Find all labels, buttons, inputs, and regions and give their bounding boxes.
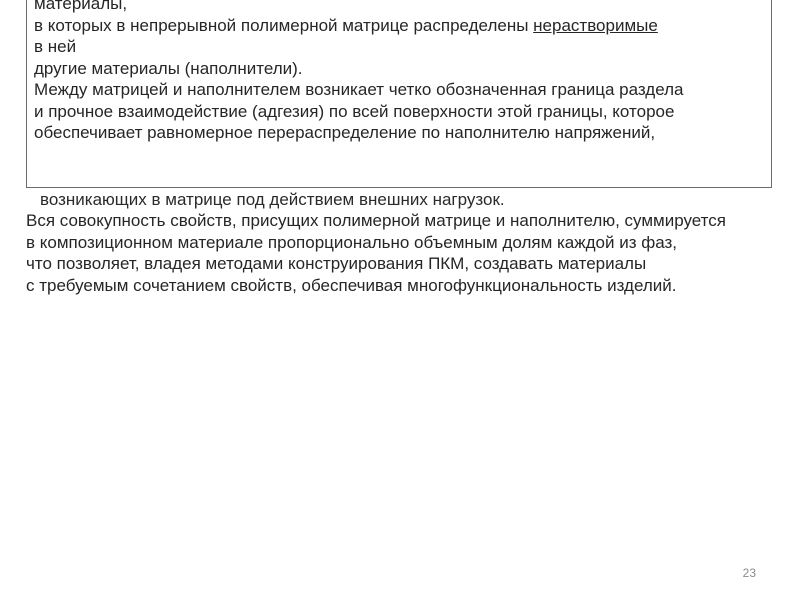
page-number: 23: [742, 566, 756, 580]
summary-paragraph: [26, 210, 788, 296]
text-line-2: другие материалы (наполнители).: [34, 58, 303, 78]
text-line-1: [34, 15, 763, 37]
text-span: в которых в непрерывной полимерной матрице распределены: [34, 15, 534, 35]
summary-line-1: Вся совокупность свойств, присущих полимерной матрице и наполнителю, суммируется: [26, 211, 726, 230]
summary-line-2: в композиционном материале пропорционально объемным долям каждой из фаз,: [26, 232, 677, 252]
text-line-1b: в ней: [34, 37, 77, 56]
text-line-partial: [34, 0, 763, 15]
overflow-text-line: возникающих в матрице под действием внешних нагрузок.: [40, 190, 505, 209]
text-line-5: обеспечивает равномерное перераспределение по наполнителю напряжений,: [34, 123, 656, 142]
summary-line-4: с требуемым сочетанием свойств, обеспечивая многофункциональность изделий.: [26, 275, 677, 295]
definition-text-box: [26, 0, 772, 188]
text-line-4: и прочное взаимодействие (адгезия) по всей поверхности этой границы, которое: [34, 101, 675, 121]
text-line: материалы,: [34, 0, 128, 13]
summary-line-3: что позволяет, владея методами конструирования ПКМ, создавать материалы: [26, 254, 647, 273]
underlined-word: нерастворимые: [533, 15, 658, 35]
text-line-3: Между матрицей и наполнителем возникает четко обозначенная граница раздела: [34, 80, 684, 99]
